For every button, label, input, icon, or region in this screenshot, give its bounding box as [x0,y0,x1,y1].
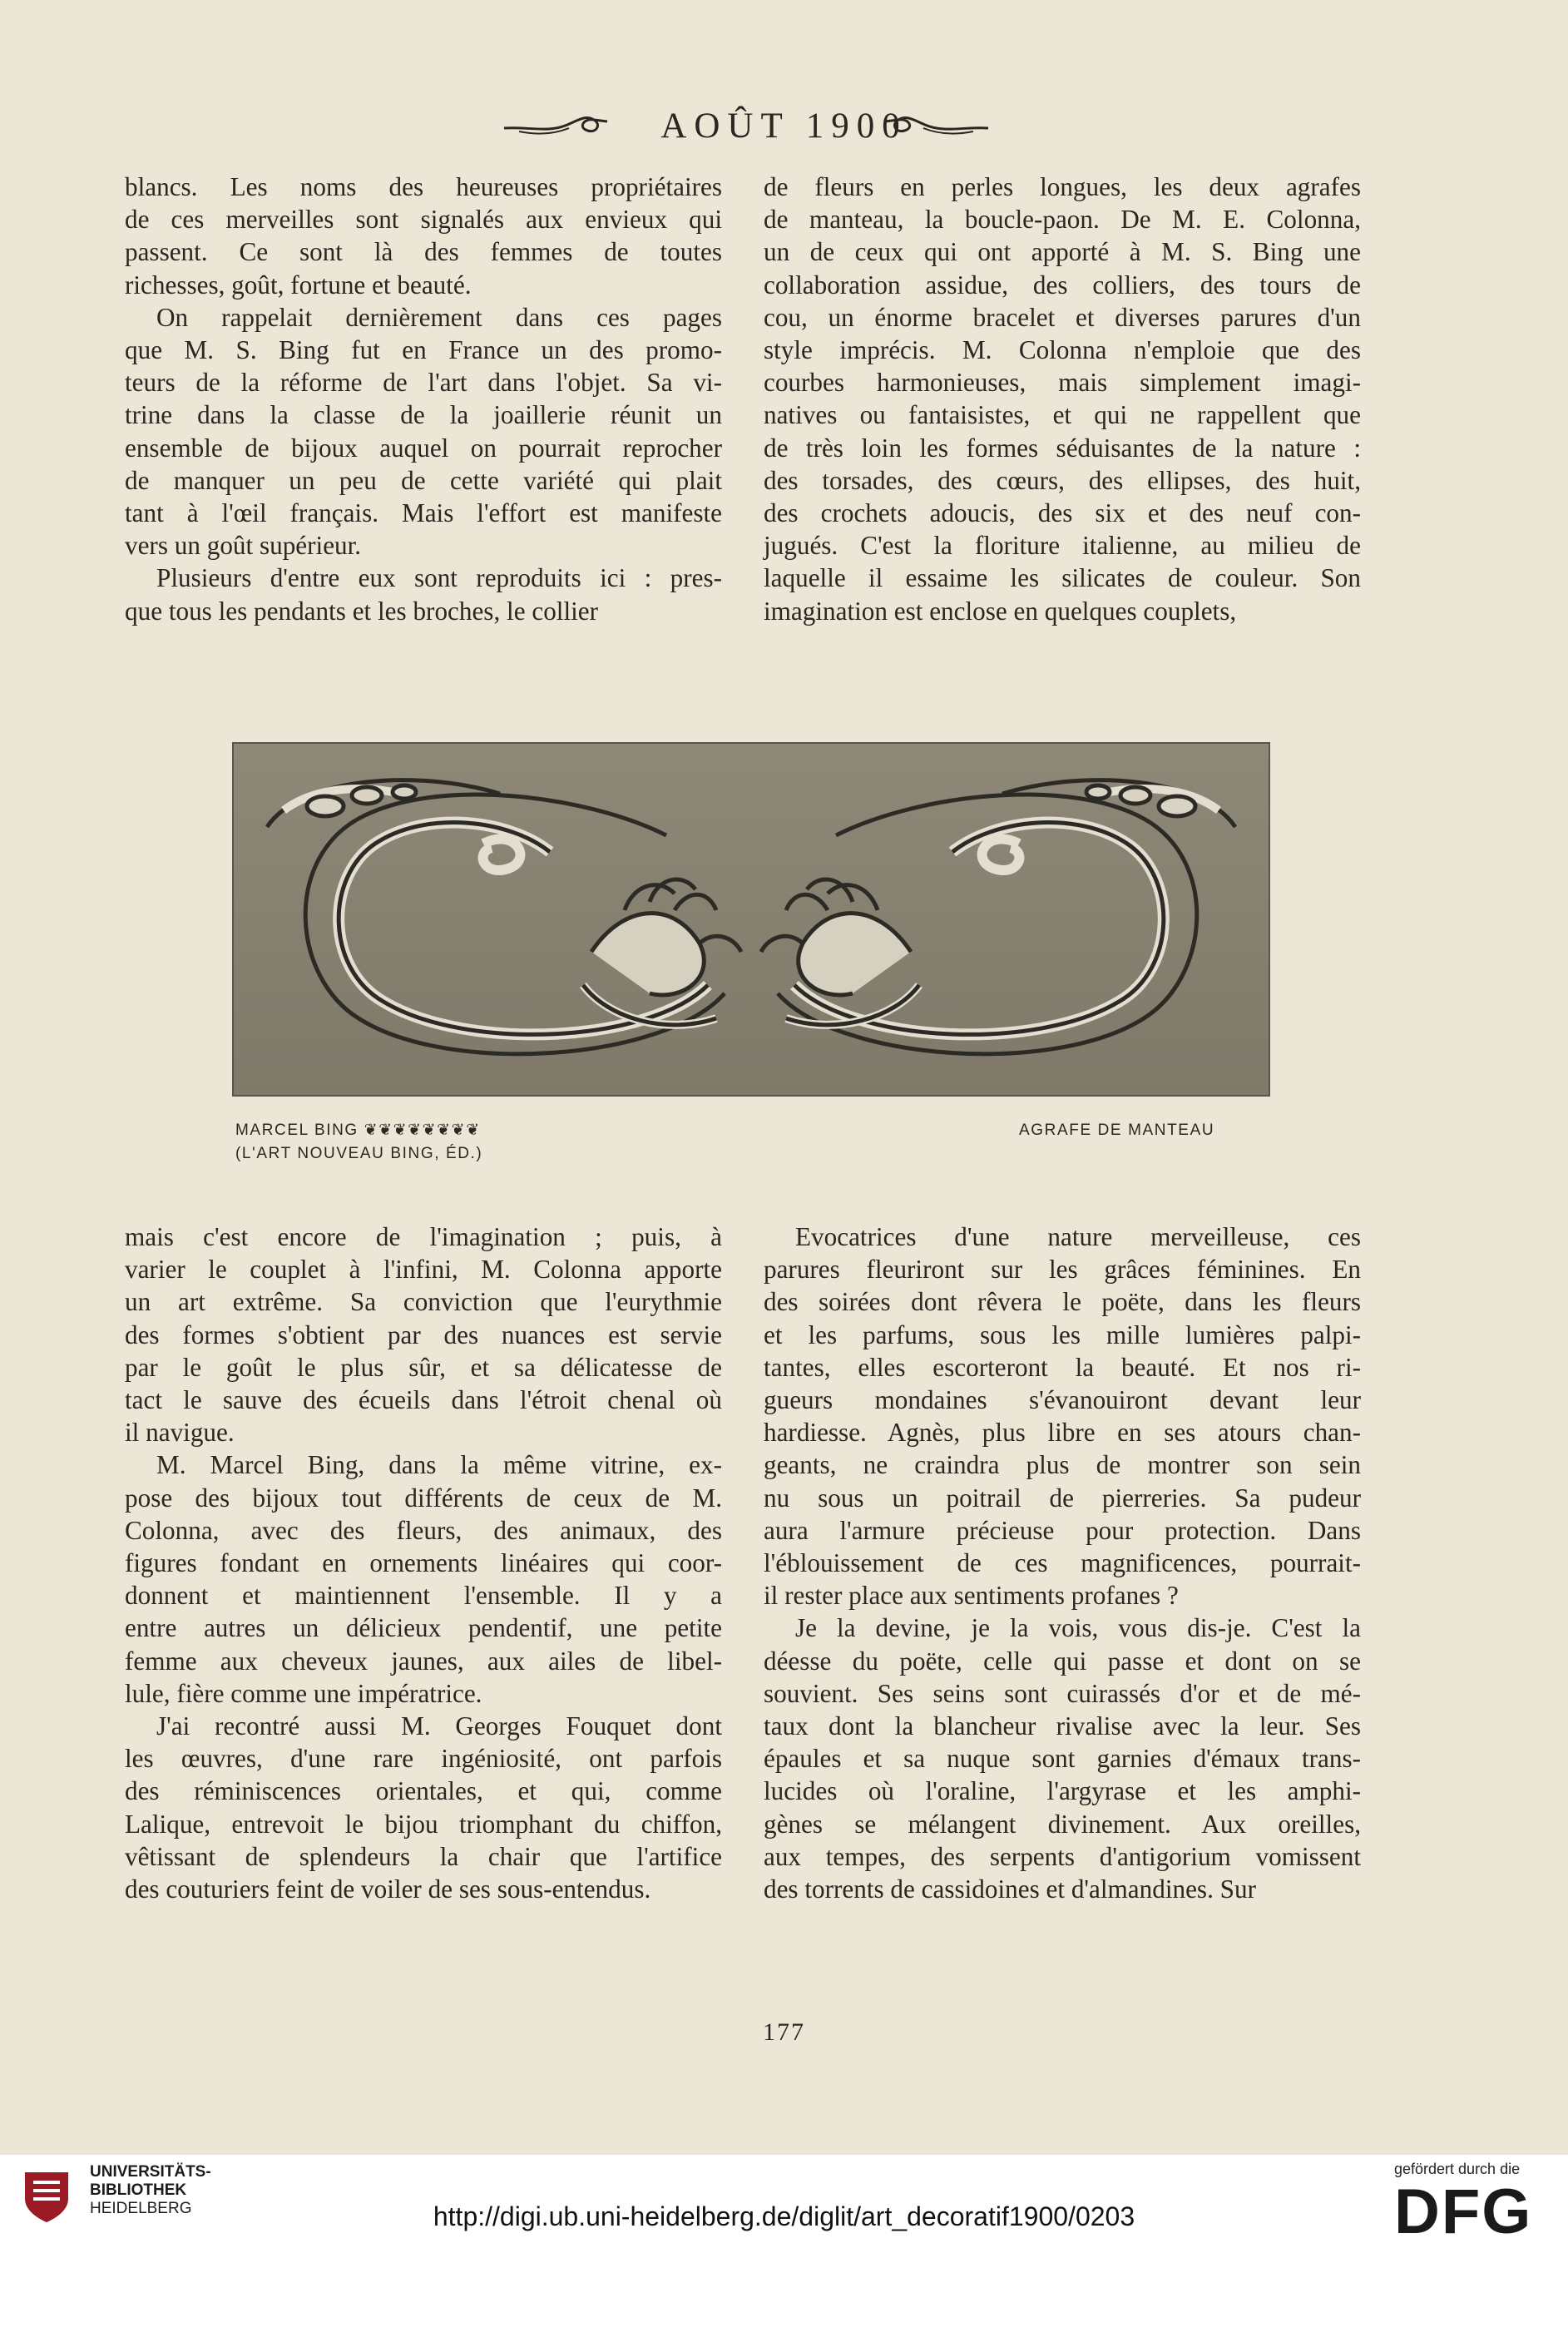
text-line: taux dont la blancheur rivalise avec la leur. Ses [764,1711,1361,1741]
text-line: femme aux cheveux jaunes, aux ailes de libel- [125,1646,722,1676]
text-line: Lalique, entrevoit le bijou triomphant du chiffon, [125,1809,722,1839]
funding-note: gefördert durch die [1394,2161,1521,2177]
text-line: des torsades, des cœurs, des ellipses, des huit, [764,465,1361,495]
library-name: UNIVERSITÄTS- BIBLIOTHEK HEIDELBERG [90,2163,211,2217]
lower-right-column [764,1221,1361,1905]
text-line: blancs. Les noms des heureuses propriétaires [125,172,722,201]
text-line: Evocatrices d'une nature merveilleuse, ces [795,1222,1361,1251]
caption-right: AGRAFE DE MANTEAU [1019,1122,1215,1139]
text-line: Plusieurs d'entre eux sont reproduits ici : pres- [156,563,722,593]
text-line: hardiesse. Agnès, plus libre en ses atours chan- [764,1418,1361,1448]
paragraph [125,171,722,301]
text-line: que tous les pendants et les broches, le collier [125,596,599,626]
paragraph [125,562,722,626]
paragraph [764,1221,1361,1612]
upper-right-column [764,171,1361,627]
text-line: tantes, elles escorteront la beauté. Et nos ri- [764,1352,1361,1382]
text-line: natives ou fantaisistes, et qui ne rappellent que [764,400,1361,430]
text-line: les œuvres, d'une rare ingéniosité, ont parfois [125,1744,722,1774]
right-flourish-ornament [882,110,990,143]
text-line: M. Marcel Bing, dans la même vitrine, ex- [156,1450,722,1480]
text-line: Colonna, avec des fleurs, des animaux, des [125,1515,722,1545]
text-line: il navigue. [125,1418,235,1448]
text-line: courbes harmonieuses, mais simplement imagi- [764,368,1361,398]
cloak-clasp-illustration [234,744,1269,1095]
text-line: pose des bijoux tout différents de ceux de M. [125,1483,722,1513]
text-line: Je la devine, je la vois, vous dis-je. C'est la [795,1613,1361,1643]
text-line: J'ai recontré aussi M. Georges Fouquet dont [156,1711,722,1741]
text-line: teurs de la réforme de l'art dans l'objet. Sa vi- [125,368,722,398]
lower-left-column [125,1221,722,1905]
text-line: que M. S. Bing fut en France un des promo- [125,335,722,365]
text-line: aura l'armure précieuse pour protection. Dans [764,1515,1361,1545]
text-line: de fleurs en perles longues, les deux agrafes [764,172,1361,201]
text-line: trine dans la classe de la joaillerie réunit un [125,400,722,430]
text-line: cou, un énorme bracelet et diverses parures d'un [764,302,1361,332]
text-line: donnent et maintiennent l'ensemble. Il y a [125,1581,722,1611]
dfg-logo: DFG [1394,2176,1533,2247]
text-line: de manteau, la boucle-paon. De M. E. Colonna, [764,205,1361,235]
paragraph [764,1612,1361,1905]
text-line: souvient. Ses seins sont cuirassés d'or et de mé- [764,1678,1361,1708]
text-line: nu sous un poitrail de pierreries. Sa pudeur [764,1483,1361,1513]
text-line: lucides où l'oraline, l'argyrase et les amphi- [764,1776,1361,1806]
text-line: tant à l'œil français. Mais l'effort est manifeste [125,498,722,528]
caption-publisher: (L'ART NOUVEAU BING, ÉD.) [235,1145,483,1162]
caption-left [235,1119,482,1166]
figure-cloak-clasp-photo [232,742,1270,1097]
text-line: il rester place aux sentiments profanes ? [764,1581,1179,1611]
text-line: laquelle il essaime les silicates de couleur. Son [764,563,1361,593]
paragraph [125,301,722,562]
paragraph [125,1221,722,1448]
text-line: jugués. C'est la floriture italienne, au milieu de [764,531,1361,561]
text-line: des torrents de cassidoines et d'almandines. Sur [764,1874,1256,1904]
text-line: varier le couplet à l'infini, M. Colonna apporte [125,1255,722,1285]
text-line: des formes s'obtient par des nuances est servie [125,1320,722,1349]
text-line: de ces merveilles sont signalés aux envieux qui [125,205,722,235]
text-line: gènes se mélangent divinement. Aux oreilles, [764,1809,1361,1839]
text-line: geants, ne craindra plus de montrer son sein [764,1450,1361,1480]
text-line: style imprécis. M. Colonna n'emploie que des [764,335,1361,365]
text-line: vêtissant de splendeurs la chair que l'artifice [125,1841,722,1871]
text-line: épaules et sa nuque sont garnies d'émaux trans- [764,1744,1361,1774]
text-line: mais c'est encore de l'imagination ; puis, à [125,1222,722,1251]
text-line: un art extrême. Sa conviction que l'eurythmie [125,1287,722,1317]
text-line: un de ceux qui ont apporté à M. S. Bing une [764,237,1361,267]
source-url-link[interactable]: http://digi.ub.uni-heidelberg.de/diglit/art_decoratif1900/0203 [433,2201,1135,2231]
text-line: gueurs mondaines s'évanouiront devant leur [764,1385,1361,1415]
text-line: déesse du poëte, celle qui passe et dont on se [764,1646,1361,1676]
header-title: AOÛT 1900 [660,106,908,146]
text-line: entre autres un délicieux pendentif, une petite [125,1613,722,1643]
page-number: 177 [763,2018,805,2046]
paragraph [125,1448,722,1710]
caption-ornament: ❦❦❦❦❦❦❦❦ [358,1122,481,1139]
text-line: et les parfums, sous les mille lumières palpi- [764,1320,1361,1349]
upper-left-column [125,171,722,627]
text-line: passent. Ce sont là des femmes de toutes [125,237,722,267]
text-line: des soirées dont rêvera le poëte, dans les fleurs [764,1287,1361,1317]
text-line: de manquer un peu de cette variété qui plait [125,465,722,495]
digitization-footer [0,2155,1568,2352]
text-line: ensemble de bijoux auquel on pourrait reprocher [125,433,722,463]
text-line: tact le sauve des écueils dans l'étroit chenal où [125,1385,722,1415]
text-line: imagination est enclose en quelques couplets, [764,596,1237,626]
caption-artist: MARCEL BING [235,1122,359,1139]
paragraph [764,171,1361,627]
text-line: figures fondant en ornements linéaires qui coor- [125,1548,722,1578]
running-header [0,102,1568,151]
text-line: de très loin les formes séduisantes de la nature : [764,433,1361,463]
text-line: l'éblouissement de ces magnificences, pourrait- [764,1548,1361,1578]
text-line: richesses, goût, fortune et beauté. [125,270,472,300]
text-line: aux tempes, des serpents d'antigorium vomissent [764,1841,1361,1871]
paragraph [125,1710,722,1905]
text-line: des crochets adoucis, des six et des neuf con- [764,498,1361,528]
text-line: des réminiscences orientales, et qui, comme [125,1776,722,1806]
text-line: lule, fière comme une impératrice. [125,1678,482,1708]
text-line: par le goût le plus sûr, et sa délicatesse de [125,1352,722,1382]
text-line: On rappelait dernièrement dans ces pages [156,302,722,332]
text-line: collaboration assidue, des colliers, des tours de [764,270,1361,300]
text-line: parures fleuriront sur les grâces féminines. En [764,1255,1361,1285]
text-line: des couturiers feint de voiler de ses sous-entendus. [125,1874,651,1904]
text-line: vers un goût supérieur. [125,531,362,561]
